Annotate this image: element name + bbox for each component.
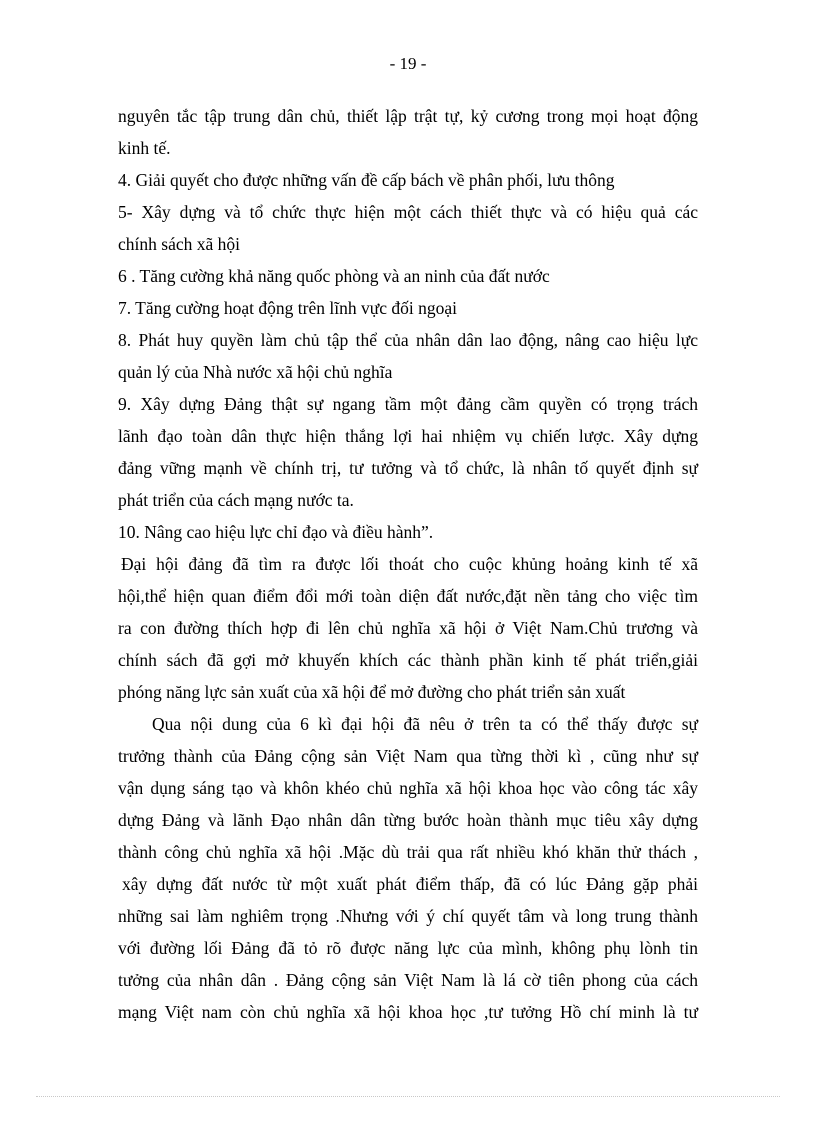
- footer-divider: [36, 1096, 780, 1097]
- text-line: Qua nội dung của 6 kì đại hội đã nêu ở trên ta có thể thấy được sự: [152, 714, 698, 734]
- text-line: phóng năng lực sản xuất của xã hội để mở đường cho phát triển sản xuất: [118, 682, 626, 702]
- text-line: mạng Việt nam còn chủ nghĩa xã hội khoa học ,tư tưởng Hồ chí minh là tư: [118, 1002, 698, 1022]
- text-line: Đại hội đảng đã tìm ra được lối thoát cho cuộc khủng hoảng kinh tế xã: [121, 554, 698, 574]
- text-line: ra con đường thích hợp đi lên chủ nghĩa xã hội ở Việt Nam.Chủ trương và: [118, 618, 698, 638]
- text-line: chính sách xã hội: [118, 234, 240, 254]
- text-line: phát triển của cách mạng nước ta.: [118, 490, 354, 510]
- text-line: nguyên tắc tập trung dân chủ, thiết lập trật tự, kỷ cương trong mọi hoạt động: [118, 106, 698, 126]
- text-line: 8. Phát huy quyền làm chủ tập thể của nhân dân lao động, nâng cao hiệu lực: [118, 330, 698, 350]
- text-line: xây dựng đất nước từ một xuất phát điểm thấp, đã có lúc Đảng gặp phải: [122, 874, 698, 894]
- text-line: 4. Giải quyết cho được những vấn đề cấp bách về phân phối, lưu thông: [118, 170, 615, 190]
- text-line: những sai làm nghiêm trọng .Nhưng với ý chí quyết tâm và long trung thành: [118, 906, 698, 926]
- text-line: đảng vững mạnh về chính trị, tư tưởng và tổ chức, là nhân tố quyết định sự: [118, 458, 698, 478]
- text-line: 5- Xây dựng và tổ chức thực hiện một cách thiết thực và có hiệu quả các: [118, 202, 698, 222]
- text-line: quản lý của Nhà nước xã hội chủ nghĩa: [118, 362, 393, 382]
- text-line: vận dụng sáng tạo và khôn khéo chủ nghĩa xã hội khoa học vào công tác xây: [118, 778, 698, 798]
- document-body: [118, 100, 698, 1028]
- text-line: kinh tế.: [118, 138, 171, 158]
- text-line: dựng Đảng và lãnh Đạo nhân dân từng bước hoàn thành mục tiêu xây dựng: [118, 810, 698, 830]
- text-line: trưởng thành của Đảng cộng sản Việt Nam qua từng thời kì , cũng như sự: [118, 746, 698, 766]
- text-line: thành công chủ nghĩa xã hội .Mặc dù trải qua rất nhiều khó khăn thử thách ,: [118, 842, 698, 862]
- text-line: 7. Tăng cường hoạt động trên lĩnh vực đối ngoại: [118, 298, 457, 318]
- text-line: hội,thể hiện quan điểm đổi mới toàn diện đất nước,đặt nền tảng cho việc tìm: [118, 586, 698, 606]
- text-line: với đường lối Đảng đã tỏ rõ được năng lực của mình, không phụ lònh tin: [118, 938, 698, 958]
- text-line: tưởng của nhân dân . Đảng cộng sản Việt Nam là lá cờ tiên phong của cách: [118, 970, 698, 990]
- page-number: - 19 -: [389, 54, 427, 73]
- text-line: 10. Nâng cao hiệu lực chỉ đạo và điều hành”.: [118, 522, 434, 542]
- text-line: 9. Xây dựng Đảng thật sự ngang tầm một đảng cầm quyền có trọng trách: [118, 394, 698, 414]
- text-line: 6 . Tăng cường khả năng quốc phòng và an ninh của đất nước: [118, 266, 550, 286]
- text-line: chính sách đã gợi mở khuyến khích các thành phần kinh tế phát triển,giải: [118, 650, 698, 670]
- text-line: lãnh đạo toàn dân thực hiện thắng lợi hai nhiệm vụ chiến lược. Xây dựng: [118, 426, 698, 446]
